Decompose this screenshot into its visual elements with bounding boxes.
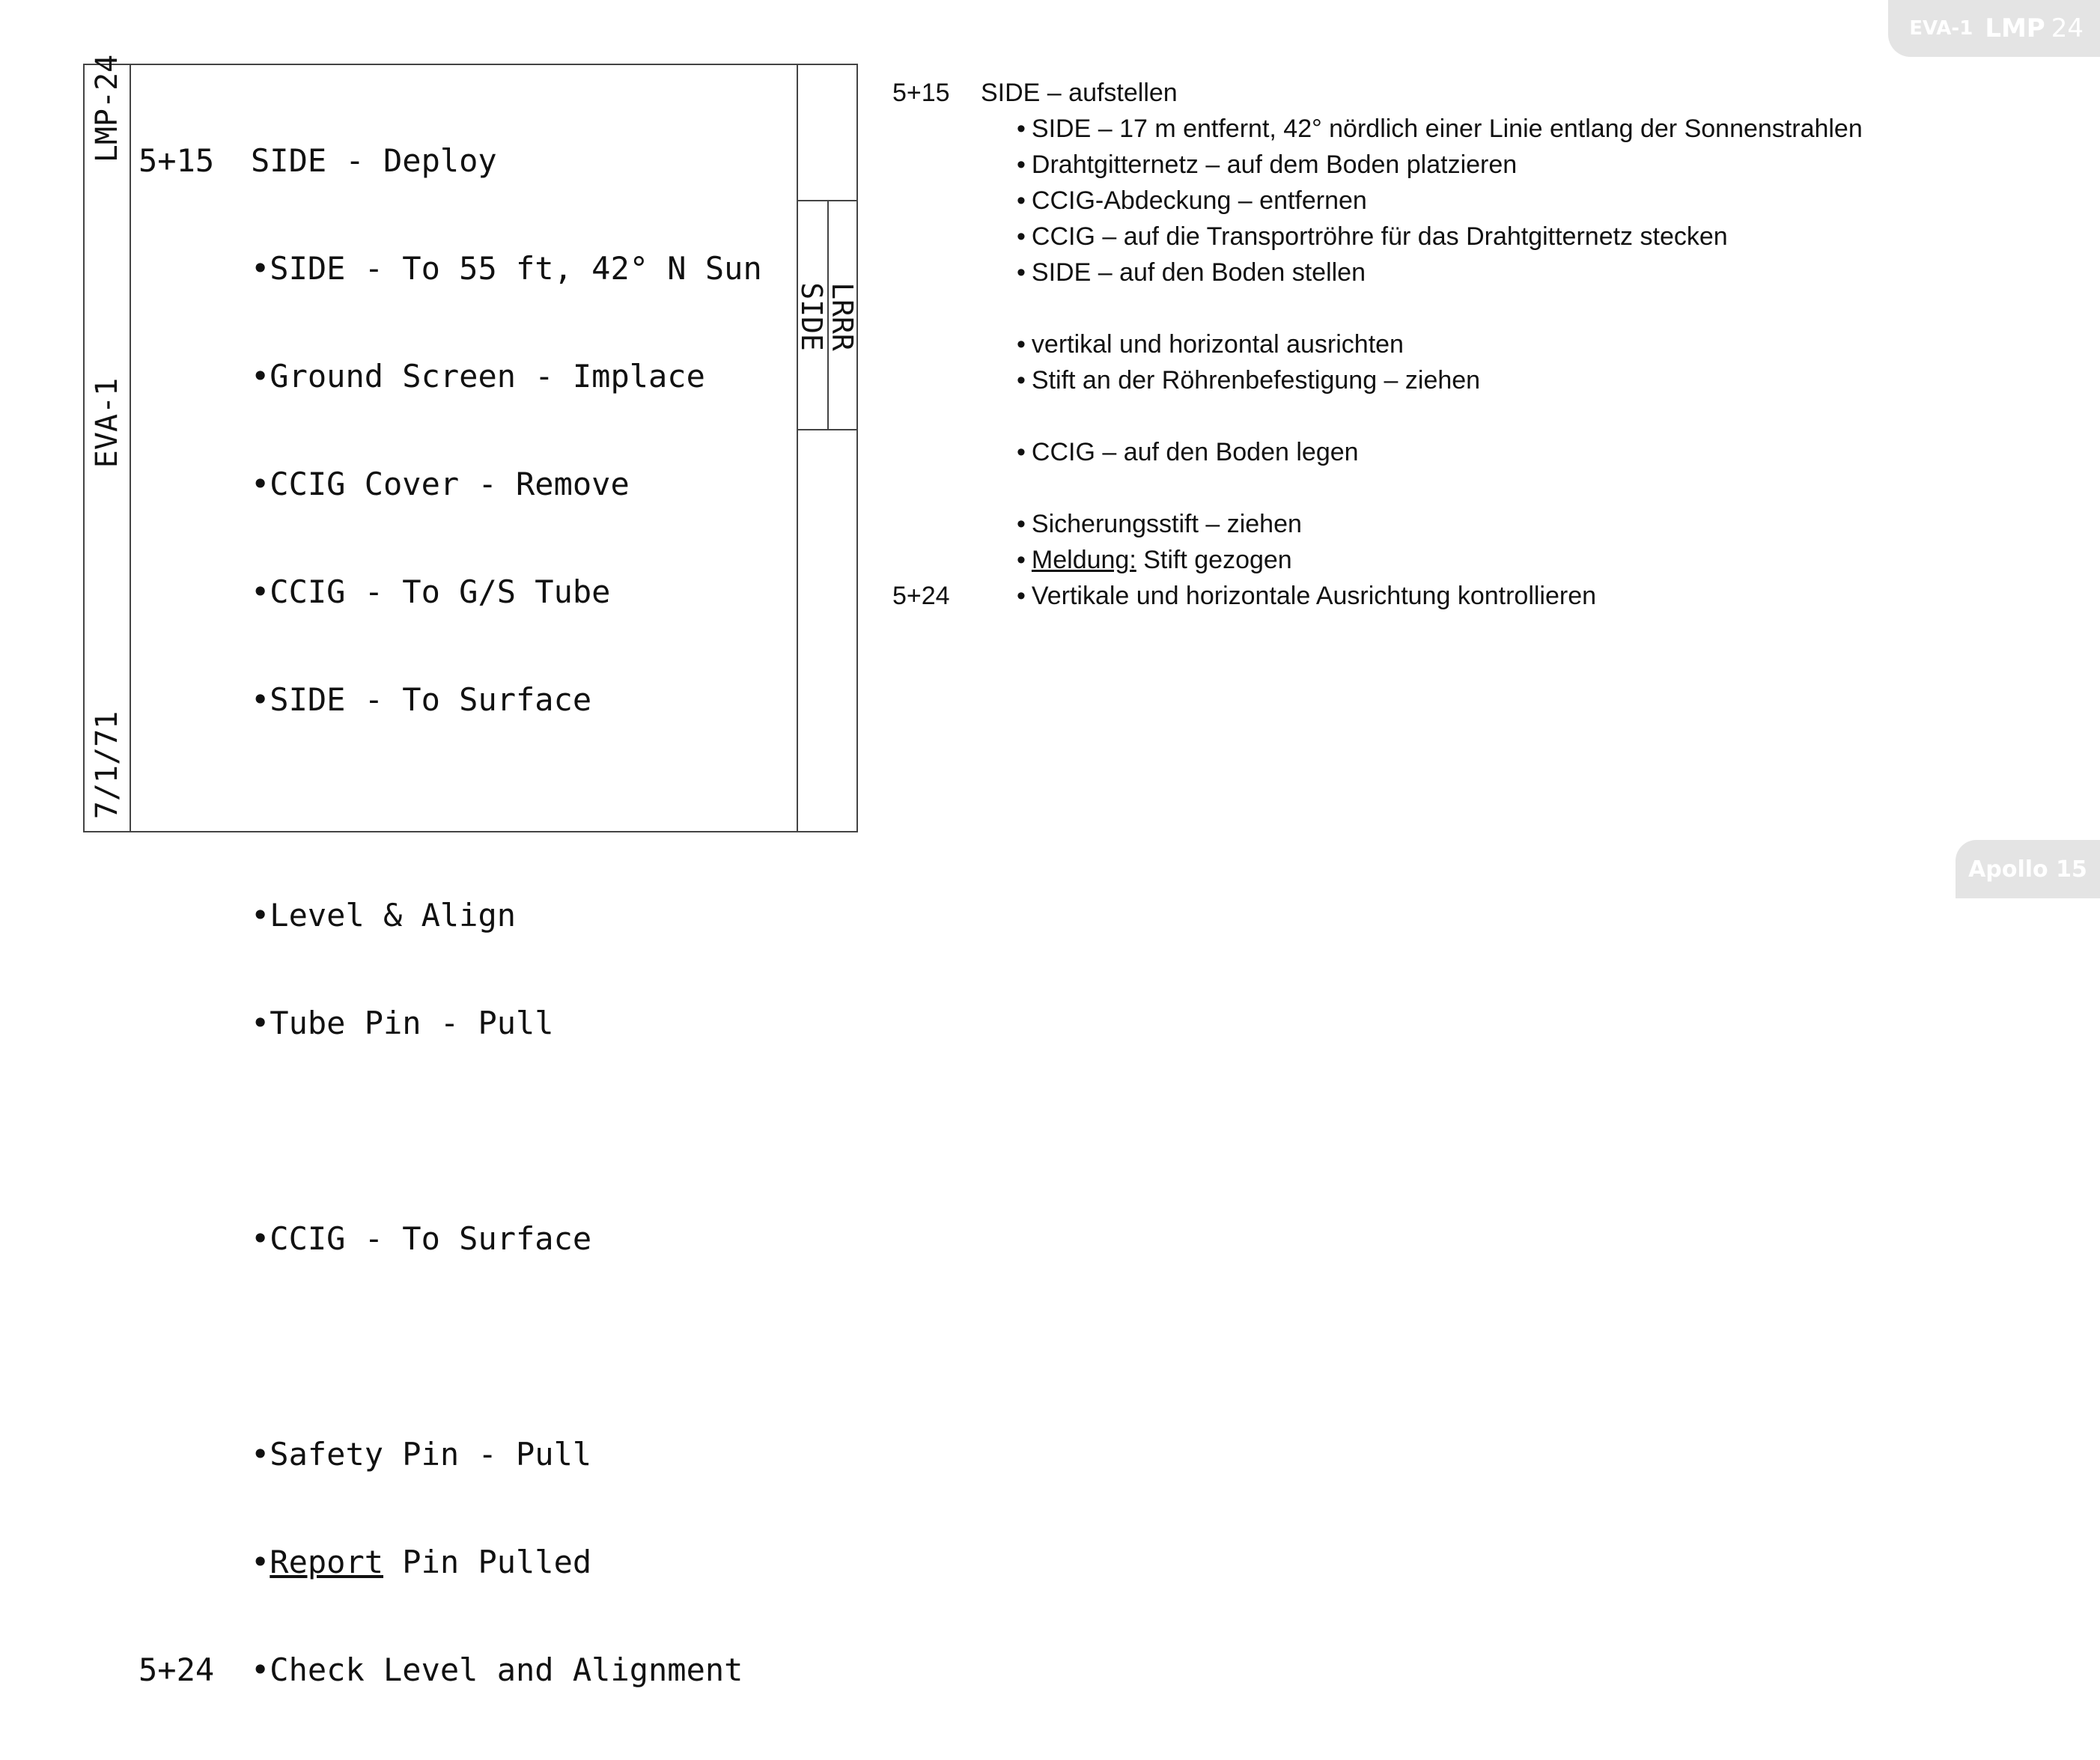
blank-line bbox=[892, 290, 1941, 326]
translation-text: Sicherungsstift – ziehen bbox=[1031, 510, 1302, 538]
translation-bullet: • bbox=[1017, 258, 1026, 287]
card-line-text: SIDE - To 55 ft, 42° N Sun bbox=[270, 250, 762, 287]
translation-line bbox=[892, 434, 1941, 470]
side-tab-box bbox=[795, 200, 859, 430]
blank-line bbox=[139, 1329, 762, 1365]
translation-text: Stift an der Röhrenbefestigung – ziehen bbox=[1031, 366, 1481, 395]
blank-line bbox=[139, 1113, 762, 1149]
card-line bbox=[139, 574, 762, 610]
translation-block bbox=[892, 75, 1941, 614]
card-line-text: CCIG - To Surface bbox=[270, 1220, 592, 1257]
translation-line bbox=[892, 183, 1941, 219]
translation-line bbox=[892, 147, 1941, 183]
translation-line bbox=[892, 506, 1941, 542]
checklist-card bbox=[83, 54, 859, 1688]
header-eva-label: EVA-1 bbox=[1909, 17, 1973, 40]
translation-bullet: • bbox=[1017, 330, 1026, 359]
translation-line bbox=[892, 219, 1941, 255]
translation-bullet: • bbox=[1017, 222, 1026, 251]
side-label-side: SIDE bbox=[795, 282, 828, 351]
translation-underlined: Meldung: bbox=[1031, 546, 1136, 574]
header-page-number: 24 bbox=[2051, 13, 2084, 43]
card-line-text: SIDE - Deploy bbox=[251, 142, 497, 179]
translation-bullet: • bbox=[1017, 366, 1026, 395]
card-margin-column bbox=[85, 54, 131, 831]
translation-line bbox=[892, 578, 1941, 614]
blank-line bbox=[892, 470, 1941, 506]
card-line bbox=[139, 1437, 762, 1473]
translation-text: CCIG – auf den Boden legen bbox=[1031, 438, 1359, 466]
translation-bullet: • bbox=[1017, 438, 1026, 466]
card-line bbox=[139, 359, 762, 395]
page-header-tab bbox=[1888, 0, 2100, 57]
card-line bbox=[139, 251, 762, 287]
side-label-lrrr: LRRR bbox=[826, 282, 859, 351]
translation-bullet: • bbox=[1017, 582, 1026, 610]
footer-apollo-tab bbox=[1956, 840, 2100, 898]
translation-time: 5+24 bbox=[892, 582, 950, 610]
card-line-text: Tube Pin - Pull bbox=[270, 1005, 554, 1041]
translation-text: CCIG – auf die Transportröhre für das Drahtgitternetz stecken bbox=[1031, 222, 1728, 251]
card-line-bullet: • bbox=[251, 1220, 270, 1257]
translation-bullet: • bbox=[1017, 150, 1026, 179]
translation-text: CCIG-Abdeckung – entfernen bbox=[1031, 186, 1367, 215]
card-line-bullet: • bbox=[251, 358, 270, 395]
card-line-text: Check Level and Alignment bbox=[270, 1651, 743, 1688]
card-line bbox=[139, 682, 762, 718]
translation-line bbox=[892, 75, 1941, 111]
blank-line bbox=[892, 398, 1941, 434]
translation-text: Drahtgitternetz – auf dem Boden platzieren bbox=[1031, 150, 1518, 179]
card-line-text: CCIG - To G/S Tube bbox=[270, 573, 611, 610]
translation-text: SIDE – auf den Boden stellen bbox=[1031, 258, 1366, 287]
card-side-column bbox=[795, 65, 859, 831]
card-line-text: Safety Pin - Pull bbox=[270, 1436, 592, 1473]
card-line-bullet: • bbox=[251, 681, 270, 718]
card-body bbox=[130, 65, 798, 1688]
card-line-bullet: • bbox=[251, 250, 270, 287]
card-line-text: CCIG Cover - Remove bbox=[270, 466, 630, 502]
card-line-underlined: Report bbox=[270, 1544, 384, 1580]
translation-text: Stift gezogen bbox=[1136, 546, 1292, 574]
footer-apollo-label: Apollo 15 bbox=[1968, 856, 2087, 883]
translation-text: SIDE – aufstellen bbox=[981, 79, 1178, 107]
card-line-bullet: • bbox=[251, 1436, 270, 1473]
card-line-bullet: • bbox=[251, 1544, 270, 1580]
translation-line bbox=[892, 111, 1941, 147]
card-line-text: Pin Pulled bbox=[383, 1544, 592, 1580]
translation-bullet: • bbox=[1017, 510, 1026, 538]
translation-line bbox=[892, 362, 1941, 398]
translation-text: Vertikale und horizontale Ausrichtung kontrollieren bbox=[1031, 582, 1597, 610]
translation-bullet: • bbox=[1017, 546, 1026, 574]
card-line-text: SIDE - To Surface bbox=[270, 681, 592, 718]
translation-line bbox=[892, 255, 1941, 290]
card-line-bullet: • bbox=[251, 897, 270, 934]
margin-label-date: 7/1/71 bbox=[90, 710, 124, 820]
translation-bullet: • bbox=[1017, 186, 1026, 215]
card-line-text: Level & Align bbox=[270, 897, 517, 934]
card-line bbox=[139, 1544, 762, 1580]
header-lmp-label: LMP bbox=[1985, 13, 2045, 43]
card-line bbox=[139, 898, 762, 934]
card-line bbox=[139, 1652, 762, 1688]
card-line-text: Ground Screen - Implace bbox=[270, 358, 705, 395]
card-procedure-lines bbox=[139, 71, 762, 1760]
translation-text: SIDE – 17 m entfernt, 42° nördlich einer Linie entlang der Sonnenstrahlen bbox=[1031, 115, 1863, 143]
translation-text: vertikal und horizontal ausrichten bbox=[1031, 330, 1404, 359]
card-line-bullet: • bbox=[251, 573, 270, 610]
card-line-bullet: • bbox=[251, 466, 270, 502]
card-line-time: 5+24 bbox=[139, 1651, 215, 1688]
card-line-bullet: • bbox=[251, 1651, 270, 1688]
translation-time: 5+15 bbox=[892, 79, 950, 107]
card-line bbox=[139, 1221, 762, 1257]
card-line bbox=[139, 143, 762, 179]
translation-line bbox=[892, 326, 1941, 362]
margin-label-page: LMP-24 bbox=[90, 54, 124, 163]
card-line bbox=[139, 1005, 762, 1041]
card-line-time: 5+15 bbox=[139, 142, 215, 179]
blank-line bbox=[139, 790, 762, 826]
card-line bbox=[139, 466, 762, 502]
translation-bullet: • bbox=[1017, 115, 1026, 143]
translation-line bbox=[892, 542, 1941, 578]
margin-label-eva: EVA-1 bbox=[90, 377, 124, 469]
card-line-bullet: • bbox=[251, 1005, 270, 1041]
